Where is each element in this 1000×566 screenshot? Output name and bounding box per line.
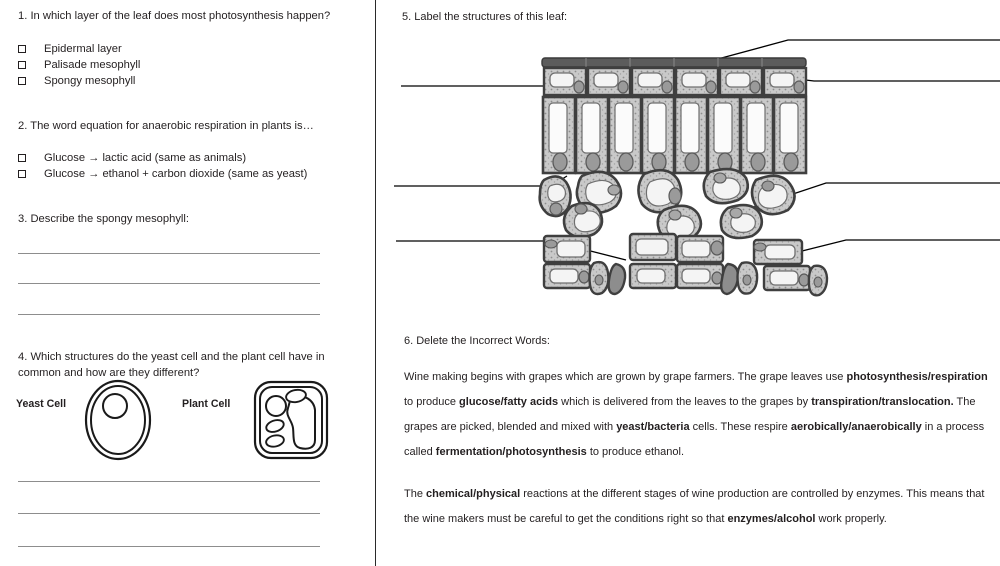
epidermis-cell <box>544 236 590 262</box>
palisade-cell <box>708 97 740 173</box>
epidermis-cell <box>764 266 810 290</box>
body-text: to produce <box>404 396 460 408</box>
choice-pair[interactable]: chemical/physical <box>426 488 521 500</box>
plant-nucleus <box>266 396 286 416</box>
checkbox-icon[interactable] <box>18 61 26 69</box>
body-text: in a process called <box>404 421 985 458</box>
question-2-text: 2. The word equation for anaerobic respiration in plants is… <box>18 120 314 132</box>
choice-pair[interactable]: yeast/bacteria <box>616 421 690 433</box>
epidermis-cell <box>754 240 802 264</box>
spongy-cell <box>721 205 762 238</box>
answer-line[interactable] <box>18 513 320 514</box>
checkbox-icon[interactable] <box>18 45 26 53</box>
epidermis-cell <box>588 68 630 95</box>
question-3-text: 3. Describe the spongy mesophyll: <box>18 213 190 225</box>
option-label: Epidermal layer <box>44 43 122 55</box>
palisade-cell <box>609 97 641 173</box>
body-text: Wine making begins with grapes which are grown by grape farmers. The grape leaves use <box>404 371 847 383</box>
epidermis-cell <box>677 236 723 262</box>
choice-pair[interactable]: transpiration/translocation. <box>811 396 954 408</box>
epidermis-cell <box>764 68 806 95</box>
palisade-cell <box>576 97 608 173</box>
checkbox-icon[interactable] <box>18 170 26 178</box>
spongy-mesophyll <box>540 169 795 241</box>
epidermis-cell <box>544 264 590 288</box>
choice-pair[interactable]: fermentation/photosynthesis <box>435 446 587 458</box>
epidermis-cell <box>720 68 762 95</box>
option-label: Glucose → lactic acid (same as animals) <box>44 152 247 164</box>
wine-paragraph-1 <box>404 365 989 465</box>
guard-cell <box>738 262 758 293</box>
question-2-options <box>18 150 307 182</box>
checkbox-icon[interactable] <box>18 154 26 162</box>
choice-pair[interactable]: aerobically/anaerobically <box>790 421 922 433</box>
answer-line[interactable] <box>18 283 320 284</box>
choice-pair[interactable]: photosynthesis/respiration <box>846 371 988 383</box>
answer-line[interactable] <box>18 481 320 482</box>
question-5-text: 5. Label the structures of this leaf: <box>402 11 568 23</box>
option-row[interactable] <box>18 57 140 73</box>
leader-line-guard-cell[interactable] <box>396 241 626 260</box>
answer-line[interactable] <box>18 546 320 547</box>
plant-cell-label: Plant Cell <box>182 398 231 410</box>
spongy-cell <box>540 176 571 216</box>
epidermis-cell <box>676 68 718 95</box>
lower-epidermis <box>544 234 810 290</box>
waxy-cuticle <box>542 58 806 67</box>
option-label: Glucose → ethanol + carbon dioxide (same as yeast) <box>44 168 308 180</box>
checkbox-icon[interactable] <box>18 77 26 85</box>
option-row[interactable] <box>18 73 140 89</box>
palisade-cell <box>675 97 707 173</box>
option-row[interactable] <box>18 41 140 57</box>
upper-epidermis <box>544 68 806 95</box>
option-row[interactable] <box>18 166 307 182</box>
body-text: which is delivered from the leaves to the grapes by <box>558 396 812 408</box>
spongy-cell <box>752 176 795 214</box>
question-4-text: 4. Which structures do the yeast cell and the plant cell have in common and how are they different? <box>18 351 325 379</box>
answer-line[interactable] <box>18 253 320 254</box>
guard-cell <box>609 264 625 294</box>
epidermis-cell <box>630 264 676 288</box>
yeast-cell-diagram <box>82 378 154 462</box>
spongy-cell <box>704 169 748 203</box>
guard-cell <box>721 264 738 294</box>
epidermis-cell <box>630 234 676 260</box>
leader-line-palisade[interactable] <box>401 86 566 98</box>
palisade-cell <box>774 97 806 173</box>
question-1-text: 1. In which layer of the leaf does most photosynthesis happen? <box>18 10 331 22</box>
question-6-text: 6. Delete the Incorrect Words: <box>404 335 550 347</box>
yeast-nucleus <box>103 394 127 418</box>
palisade-mesophyll <box>543 97 806 173</box>
yeast-cell-label: Yeast Cell <box>16 398 67 410</box>
body-text: The <box>404 488 427 500</box>
plant-cell-diagram <box>252 378 330 462</box>
leaf-cross-section-diagram <box>376 28 1000 298</box>
epidermis-cell <box>677 264 723 288</box>
body-text: cells. These respire <box>689 421 791 433</box>
option-row[interactable] <box>18 150 307 166</box>
body-text: The grapes are picked, blended and mixed with <box>404 396 976 433</box>
question-1-options <box>18 41 140 89</box>
right-column <box>376 0 1000 566</box>
epidermis-cell <box>632 68 674 95</box>
answer-line[interactable] <box>18 314 320 315</box>
left-column <box>0 0 375 566</box>
option-label: Spongy mesophyll <box>44 75 136 87</box>
epidermis-cell <box>544 68 586 95</box>
body-text: to produce ethanol. <box>586 446 685 458</box>
choice-pair[interactable]: enzymes/alcohol <box>727 513 816 525</box>
choice-pair[interactable]: glucose/fatty acids <box>459 396 559 408</box>
guard-cell <box>590 262 609 294</box>
wine-paragraph-2 <box>404 482 989 532</box>
body-text: work properly. <box>815 513 887 525</box>
palisade-cell <box>543 97 575 173</box>
palisade-cell <box>642 97 674 173</box>
body-text: reactions at the different stages of wine production are controlled by enzymes. This means that the wine makers must be careful to get the conditions right so that <box>404 488 985 525</box>
palisade-cell <box>741 97 773 173</box>
guard-cell <box>809 266 827 296</box>
option-label: Palisade mesophyll <box>44 59 141 71</box>
spongy-cell <box>564 203 602 237</box>
